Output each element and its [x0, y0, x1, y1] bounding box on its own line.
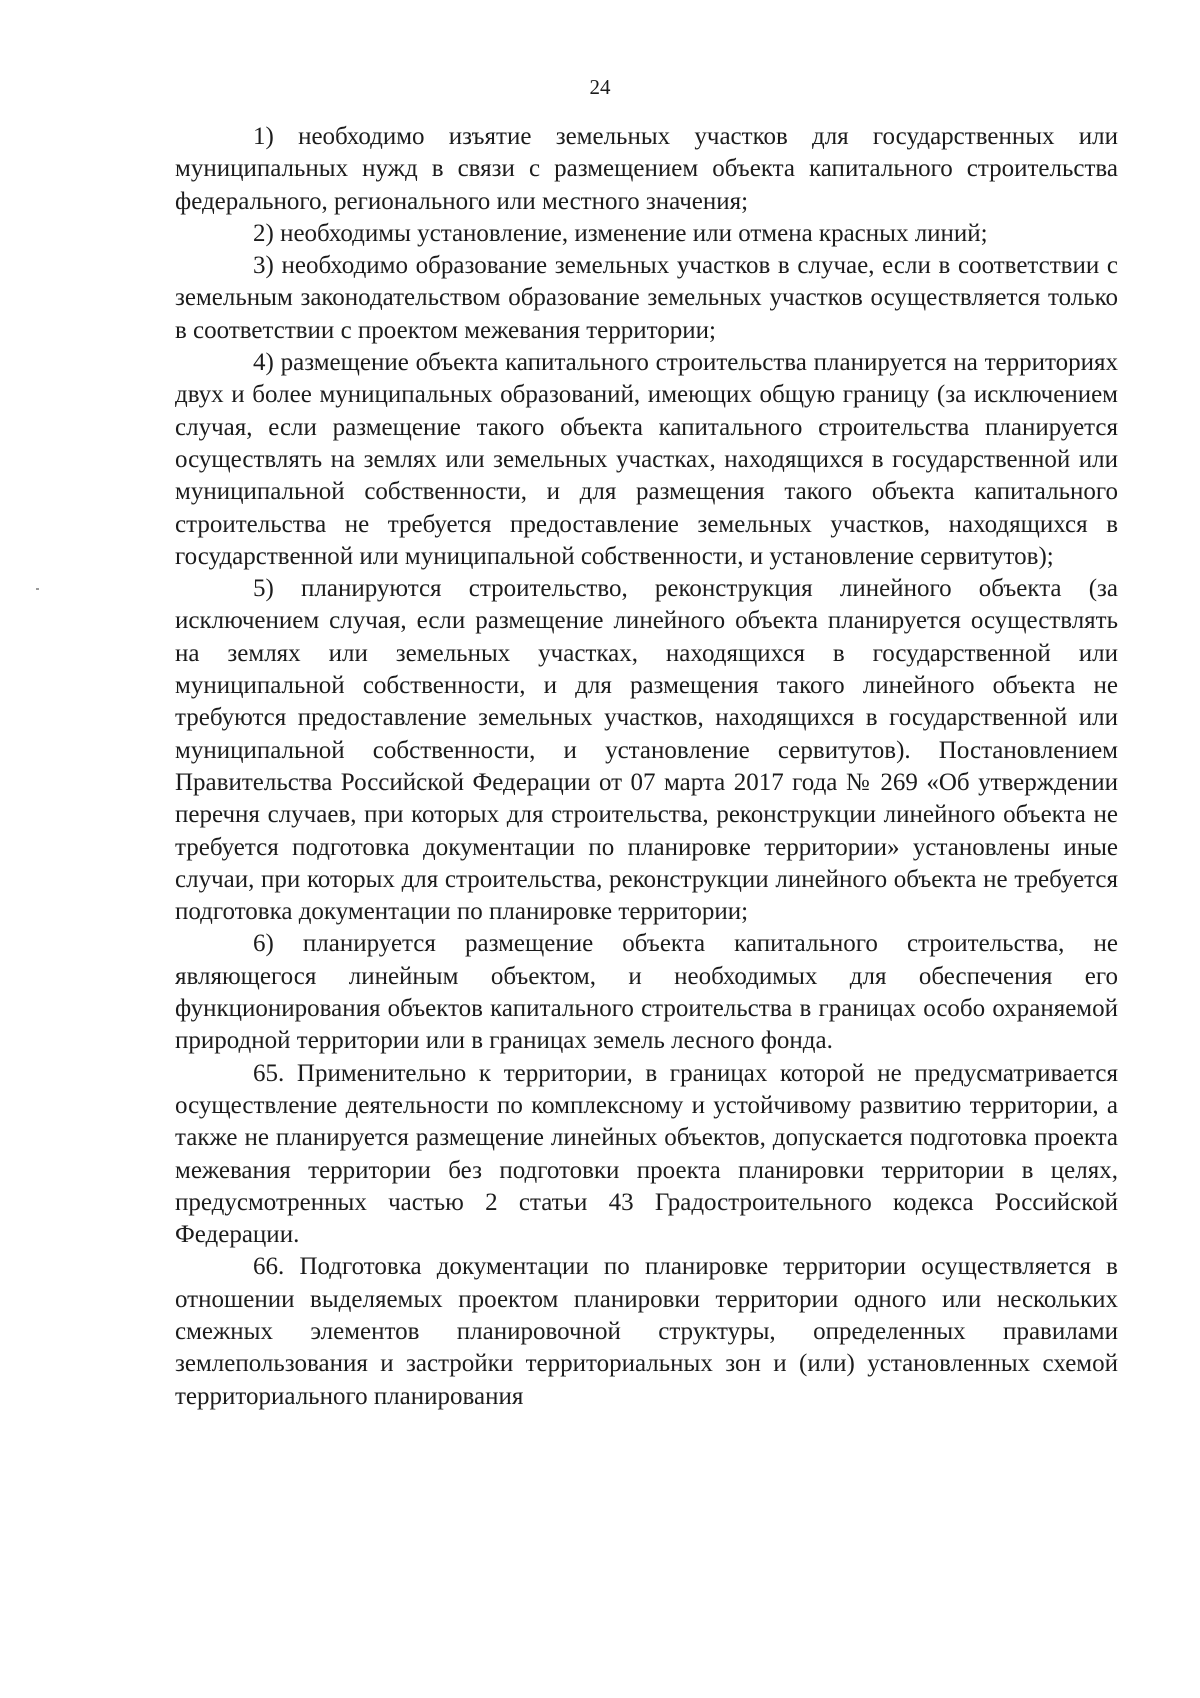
document-body	[175, 121, 1118, 1413]
section-65: 65. Применительно к территории, в границах которой не предусматривается осуществление деятельности по комплексному и устойчивому развитию территории, а также не планируется размещение линейных объектов, допускается подготовка проекта межевания территории без подготовки проекта планировки территории в целях, предусмотренных частью 2 статьи 43 Градостроительного кодекса Российской Федерации.	[175, 1059, 1118, 1249]
list-item-3: 3) необходимо образование земельных участков в случае, если в соответствии с земельным законодательством образование земельных участков осуществляется только в соответствии с проектом межевания территории;	[175, 252, 1118, 344]
page-number: 24	[589, 75, 611, 99]
list-item-6: 6) планируется размещение объекта капитального строительства, не являющегося линейным объектом, и необходимых для обеспечения его функционирования объектов капитального строительства в границах особо охраняемой природной территории или в границах земель лесного фонда.	[175, 930, 1118, 1055]
list-item-1: 1) необходимо изъятие земельных участков для государственных или муниципальных нужд в связи с размещением объекта капитального строительства федерального, регионального или местного значения;	[175, 123, 1118, 215]
scan-artifact	[36, 588, 39, 590]
section-66: 66. Подготовка документации по планировке территории осуществляется в отношении выделяемых проектом планировки территории одного или нескольких смежных элементов планировочной структуры, определенных правилами землепользования и застройки территориальных зон и (или) установленных схемой территориального планирования	[175, 1253, 1118, 1410]
list-item-5: 5) планируются строительство, реконструкция линейного объекта (за исключением случая, если размещение линейного объекта планируется осуществлять на землях или земельных участках, находящихся в государственной или муниципальной собственности, и для размещения такого линейного объекта не требуются предоставление земельных участков, находящихся в государственной или муниципальной собственности, и установление сервитутов). Постановлением Правительства Российской Федерации от 07 марта 2017 года № 269 «Об утверждении перечня случаев, при которых для строительства, реконструкции линейного объекта не требуется подготовка документации по планировке территории» установлены иные случаи, при которых для строительства, реконструкции линейного объекта не требуется подготовка документации по планировке территории;	[175, 575, 1118, 926]
list-item-4: 4) размещение объекта капитального строительства планируется на территориях двух и более муниципальных образований, имеющих общую границу (за исключением случая, если размещение такого объекта капитального строительства планируется осуществлять на землях или земельных участках, находящихся в государственной или муниципальной собственности, и для размещения такого объекта капитального строительства не требуется предоставление земельных участков, находящихся в государственной или муниципальной собственности, и установление сервитутов);	[175, 349, 1118, 570]
list-item-2: 2) необходимы установление, изменение или отмена красных линий;	[253, 219, 988, 247]
